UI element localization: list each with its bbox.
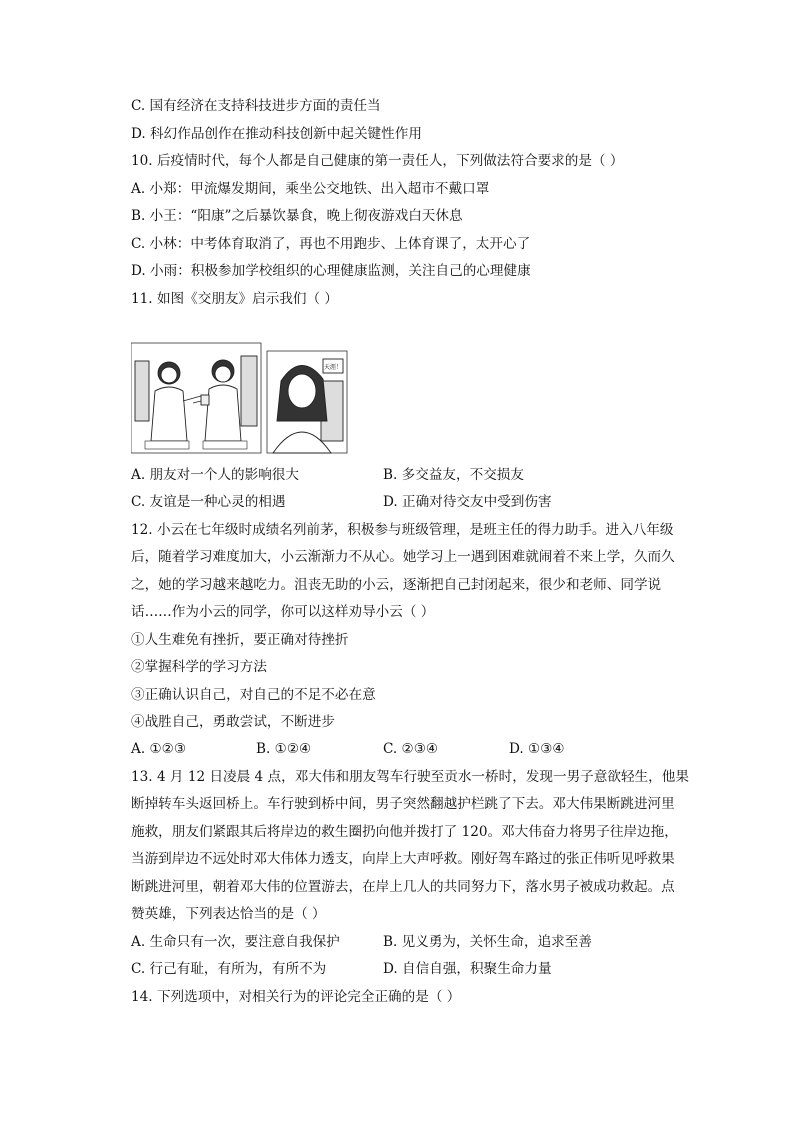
q12-stem-line: 之，她的学习越来越吃力。沮丧无助的小云，逐渐把自己封闭起来，很少和老师、同学说 <box>131 577 662 593</box>
q13-option-b: B. 见义勇为，关怀生命，追求至善 <box>383 934 592 950</box>
q13-stem-line: 断掉转车头返回桥上。车行驶到桥中间，男子突然翻越护栏跳了下去。邓大伟果断跳进河里 <box>131 796 675 812</box>
q9-option-d: D. 科幻作品创作在推动科技创新中起关键性作用 <box>131 126 422 142</box>
cartoon-making-friends-figure <box>131 341 351 456</box>
q12-stem-line: 后，随着学习难度加大，小云渐渐力不从心。她学习上一遇到困难就闹着不来上学，久而久 <box>131 549 675 565</box>
q13-stem-line: 当游到岸边不远处时邓大伟体力透支，向岸上大声呼救。刚好驾车路过的张正伟听见呼救果 <box>131 851 675 867</box>
q11-option-a: A. 朋友对一个人的影响很大 <box>131 467 299 483</box>
q10-option-a: A. 小郑：甲流爆发期间，乘坐公交地铁、出入超市不戴口罩 <box>131 181 490 197</box>
q10-option-c: C. 小林：中考体育取消了，再也不用跑步、上体育课了，太开心了 <box>131 236 531 252</box>
q14-stem: 14. 下列选项中，对相关行为的评论完全正确的是（ ） <box>131 989 461 1005</box>
q12-option-b: B. ①②④ <box>256 741 312 757</box>
q10-option-b: B. 小王：“阳康”之后暴饮暴食，晚上彻夜游戏白天休息 <box>131 208 463 224</box>
q13-option-a: A. 生命只有一次，要注意自我保护 <box>131 934 340 950</box>
q11-option-d: D. 正确对待交友中受到伤害 <box>383 494 552 510</box>
q13-stem-line: 赞英雄，下列表达恰当的是（ ） <box>131 906 326 922</box>
q11-stem: 11. 如图《交朋友》启示我们（ ） <box>131 291 338 307</box>
speech-bubble-text: 天涯！ <box>323 364 343 371</box>
q12-option-d: D. ①③④ <box>509 741 565 757</box>
q12-statement-1: ①人生难免有挫折，要正确对待挫折 <box>131 632 349 648</box>
q12-statement-2: ②掌握科学的学习方法 <box>131 659 267 675</box>
q9-option-c: C. 国有经济在支持科技进步方面的责任当 <box>131 98 381 114</box>
q10-option-d: D. 小雨：积极参加学校组织的心理健康监测，关注自己的心理健康 <box>131 263 531 279</box>
q13-stem-line: 施救，朋友们紧跟其后将岸边的救生圈扔向他并拨打了 120。邓大伟奋力将男子往岸边拖， <box>131 824 678 840</box>
q13-option-d: D. 自信自强，积聚生命力量 <box>383 961 552 977</box>
q12-option-c: C. ②③④ <box>383 741 439 757</box>
q13-option-c: C. 行己有耻，有所为，有所不为 <box>131 961 327 977</box>
q13-stem-line: 断跳进河里，朝着邓大伟的位置游去，在岸上几人的共同努力下，落水男子被成功救起。点 <box>131 879 675 895</box>
q10-stem: 10. 后疫情时代，每个人都是自己健康的第一责任人，下列做法符合要求的是（ ） <box>131 153 624 169</box>
q12-stem-line: 话……作为小云的同学，你可以这样劝导小云（ ） <box>131 604 435 620</box>
q12-option-a: A. ①②③ <box>131 741 187 757</box>
q11-option-c: C. 友谊是一种心灵的相遇 <box>131 494 286 510</box>
q12-statement-3: ③正确认识自己，对自己的不足不必在意 <box>131 687 376 703</box>
q12-stem-line: 12. 小云在七年级时成绩名列前茅，积极参与班级管理，是班主任的得力助手。进入八年级 <box>131 522 674 538</box>
q12-statement-4: ④战胜自己，勇敢尝试，不断进步 <box>131 714 335 730</box>
q11-option-b: B. 多交益友，不交损友 <box>383 467 524 483</box>
q13-stem-line: 13. 4 月 12 日凌晨 4 点，邓大伟和朋友驾车行驶至贡水一桥时，发现一男子意欲轻生，他果 <box>131 769 689 785</box>
